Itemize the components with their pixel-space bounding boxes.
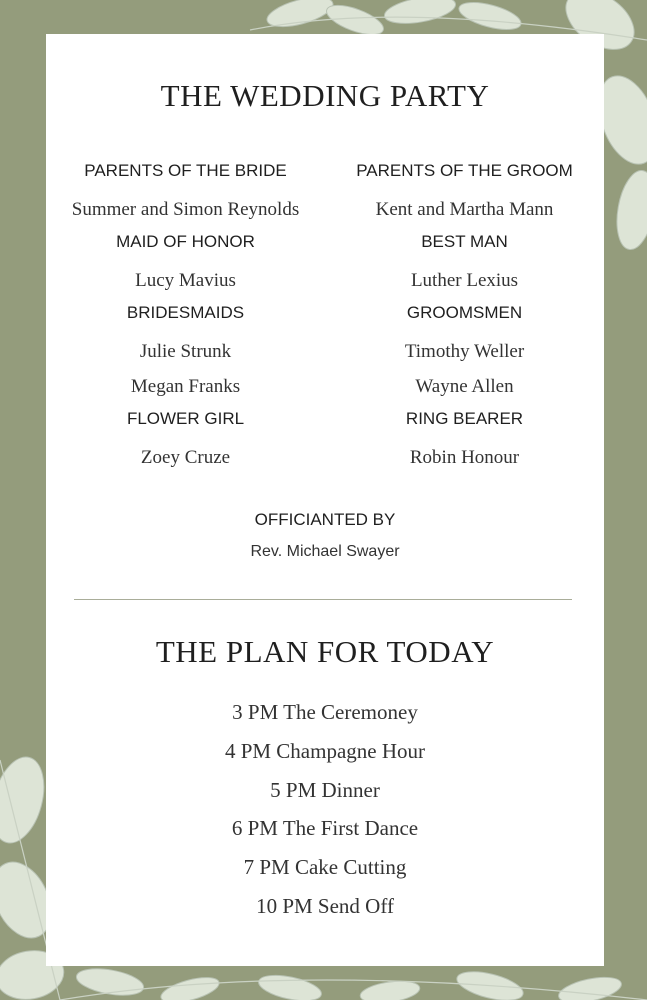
schedule-item: 5 PM Dinner <box>270 778 380 802</box>
parents-of-groom-label: PARENTS OF THE GROOM <box>356 161 573 180</box>
ring-bearer-name: Robin Honour <box>409 447 520 468</box>
bridesmaids-label: BRIDESMAIDS <box>126 303 245 322</box>
groomsmen-label: GROOMSMEN <box>406 303 523 322</box>
parents-of-bride-label: PARENTS OF THE BRIDE <box>84 161 287 180</box>
schedule-item: 10 PM Send Off <box>256 894 394 918</box>
officiant-label: OFFICIANTED BY <box>254 510 396 529</box>
flower-girl-name: Zoey Cruze <box>140 447 231 468</box>
ring-bearer-label: RING BEARER <box>405 409 524 428</box>
parents-of-groom-names: Kent and Martha Mann <box>375 199 554 220</box>
program-card <box>46 34 604 966</box>
maid-of-honor-name: Lucy Mavius <box>135 270 236 291</box>
plan-heading: THE PLAN FOR TODAY <box>155 634 495 669</box>
flower-girl-label: FLOWER GIRL <box>126 409 245 428</box>
groomsman-name: Timothy Weller <box>404 341 525 362</box>
bridesmaid-name: Megan Franks <box>130 376 241 397</box>
parents-of-bride-names: Summer and Simon Reynolds <box>71 199 300 220</box>
maid-of-honor-label: MAID OF HONOR <box>116 232 255 251</box>
best-man-name: Luther Lexius <box>410 270 519 291</box>
groomsman-name: Wayne Allen <box>415 376 514 397</box>
schedule-item: 7 PM Cake Cutting <box>243 855 407 879</box>
officiant-name: Rev. Michael Swayer <box>250 543 400 560</box>
schedule-item: 3 PM The Ceremoney <box>232 700 418 724</box>
schedule-item: 4 PM Champagne Hour <box>224 739 426 763</box>
bridesmaid-name: Julie Strunk <box>139 341 232 362</box>
wedding-party-heading: THE WEDDING PARTY <box>160 78 490 113</box>
best-man-label: BEST MAN <box>421 232 508 251</box>
schedule-item: 6 PM The First Dance <box>231 816 419 840</box>
section-divider <box>74 599 572 600</box>
